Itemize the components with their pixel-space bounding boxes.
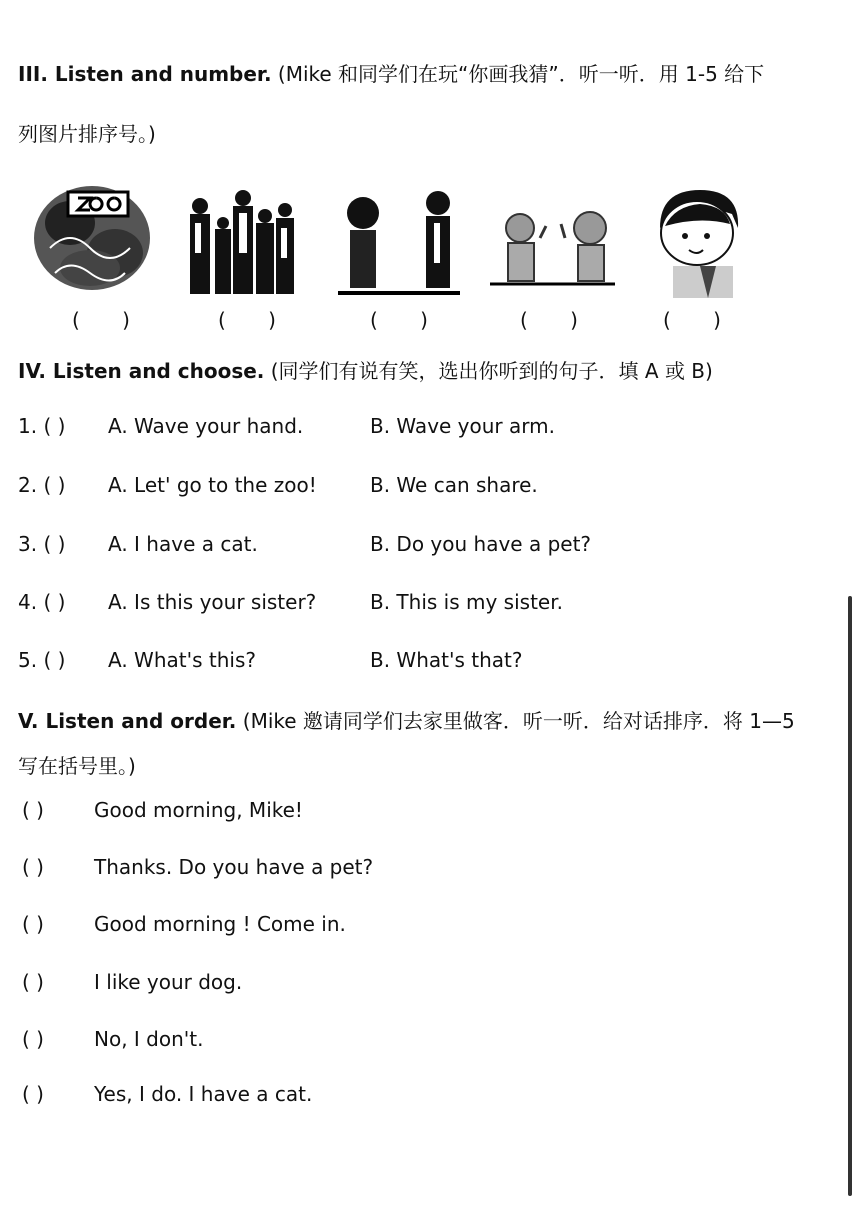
order-item-4-blank[interactable]: ( ) bbox=[22, 970, 44, 994]
question-2-answer-blank[interactable]: 2. ( ) bbox=[18, 473, 66, 497]
order-item-5 bbox=[22, 1027, 203, 1051]
order-item-3-text: Good morning ! Come in. bbox=[94, 912, 346, 936]
question-4-answer-blank[interactable]: 4. ( ) bbox=[18, 590, 66, 614]
question-5-option-a: A. What's this? bbox=[108, 648, 256, 672]
section5-heading-line bbox=[18, 705, 795, 734]
question-3 bbox=[18, 532, 591, 556]
order-item-1-text: Good morning, Mike! bbox=[94, 798, 303, 822]
section5-instruction-1: (Mike 邀请同学们去家里做客．听一听．给对话排序．将 1—5 bbox=[242, 709, 795, 733]
question-4-option-b: B. This is my sister. bbox=[370, 590, 563, 614]
order-item-6-text: Yes, I do. I have a cat. bbox=[94, 1082, 313, 1106]
question-3-option-a: A. I have a cat. bbox=[108, 532, 258, 556]
question-5-answer-blank[interactable]: 5. ( ) bbox=[18, 648, 66, 672]
order-item-1 bbox=[22, 798, 303, 822]
boy-face-picture bbox=[645, 178, 770, 300]
section3-instruction-1: (Mike 和同学们在玩“你画我猜”．听一听．用 1-5 给下 bbox=[277, 62, 765, 86]
question-1-option-b: B. Wave your arm. bbox=[370, 414, 555, 438]
two-people-picture bbox=[338, 178, 463, 300]
order-item-2-blank[interactable]: ( ) bbox=[22, 855, 44, 879]
picture-blank-3[interactable]: ( ) bbox=[370, 308, 446, 332]
order-item-5-text: No, I don't. bbox=[94, 1027, 204, 1051]
scrollbar[interactable] bbox=[848, 596, 852, 1196]
question-1 bbox=[18, 414, 555, 438]
question-5-option-b: B. What's that? bbox=[370, 648, 523, 672]
question-1-option-a: A. Wave your hand. bbox=[108, 414, 304, 438]
family-group-picture bbox=[185, 178, 310, 300]
section5-title: V. Listen and order. bbox=[18, 709, 237, 733]
question-2 bbox=[18, 473, 538, 497]
question-3-option-b: B. Do you have a pet? bbox=[370, 532, 592, 556]
question-1-answer-blank[interactable]: 1. ( ) bbox=[18, 414, 66, 438]
question-2-option-b: B. We can share. bbox=[370, 473, 538, 497]
kids-waving-picture bbox=[490, 178, 615, 300]
section4-heading-line bbox=[18, 355, 713, 384]
section5-instruction-2: 写在括号里。) bbox=[18, 754, 136, 778]
picture-blank-5[interactable]: ( ) bbox=[663, 308, 739, 332]
question-2-option-a: A. Let' go to the zoo! bbox=[108, 473, 317, 497]
order-item-5-blank[interactable]: ( ) bbox=[22, 1027, 44, 1051]
question-4-option-a: A. Is this your sister? bbox=[108, 590, 317, 614]
section3-heading-line bbox=[18, 58, 764, 87]
order-item-2 bbox=[22, 855, 373, 879]
section3-title: III. Listen and number. bbox=[18, 62, 272, 86]
picture-row bbox=[30, 178, 750, 303]
picture-blank-2[interactable]: ( ) bbox=[218, 308, 294, 332]
order-item-3 bbox=[22, 912, 346, 936]
section4-instruction: (同学们有说有笑，选出你听到的句子．填 A 或 B) bbox=[270, 359, 713, 383]
question-5 bbox=[18, 648, 523, 672]
picture-blank-4[interactable]: ( ) bbox=[520, 308, 596, 332]
order-item-3-blank[interactable]: ( ) bbox=[22, 912, 44, 936]
section3-instruction-2: 列图片排序号。) bbox=[18, 122, 156, 146]
order-item-2-text: Thanks. Do you have a pet? bbox=[94, 855, 374, 879]
order-item-1-blank[interactable]: ( ) bbox=[22, 798, 44, 822]
picture-blank-1[interactable]: ( ) bbox=[72, 308, 148, 332]
question-4 bbox=[18, 590, 563, 614]
order-item-4-text: I like your dog. bbox=[94, 970, 243, 994]
section4-title: IV. Listen and choose. bbox=[18, 359, 265, 383]
order-item-6-blank[interactable]: ( ) bbox=[22, 1082, 44, 1106]
zoo-sign-picture bbox=[30, 178, 155, 300]
question-3-answer-blank[interactable]: 3. ( ) bbox=[18, 532, 66, 556]
order-item-6 bbox=[22, 1082, 312, 1106]
order-item-4 bbox=[22, 970, 242, 994]
